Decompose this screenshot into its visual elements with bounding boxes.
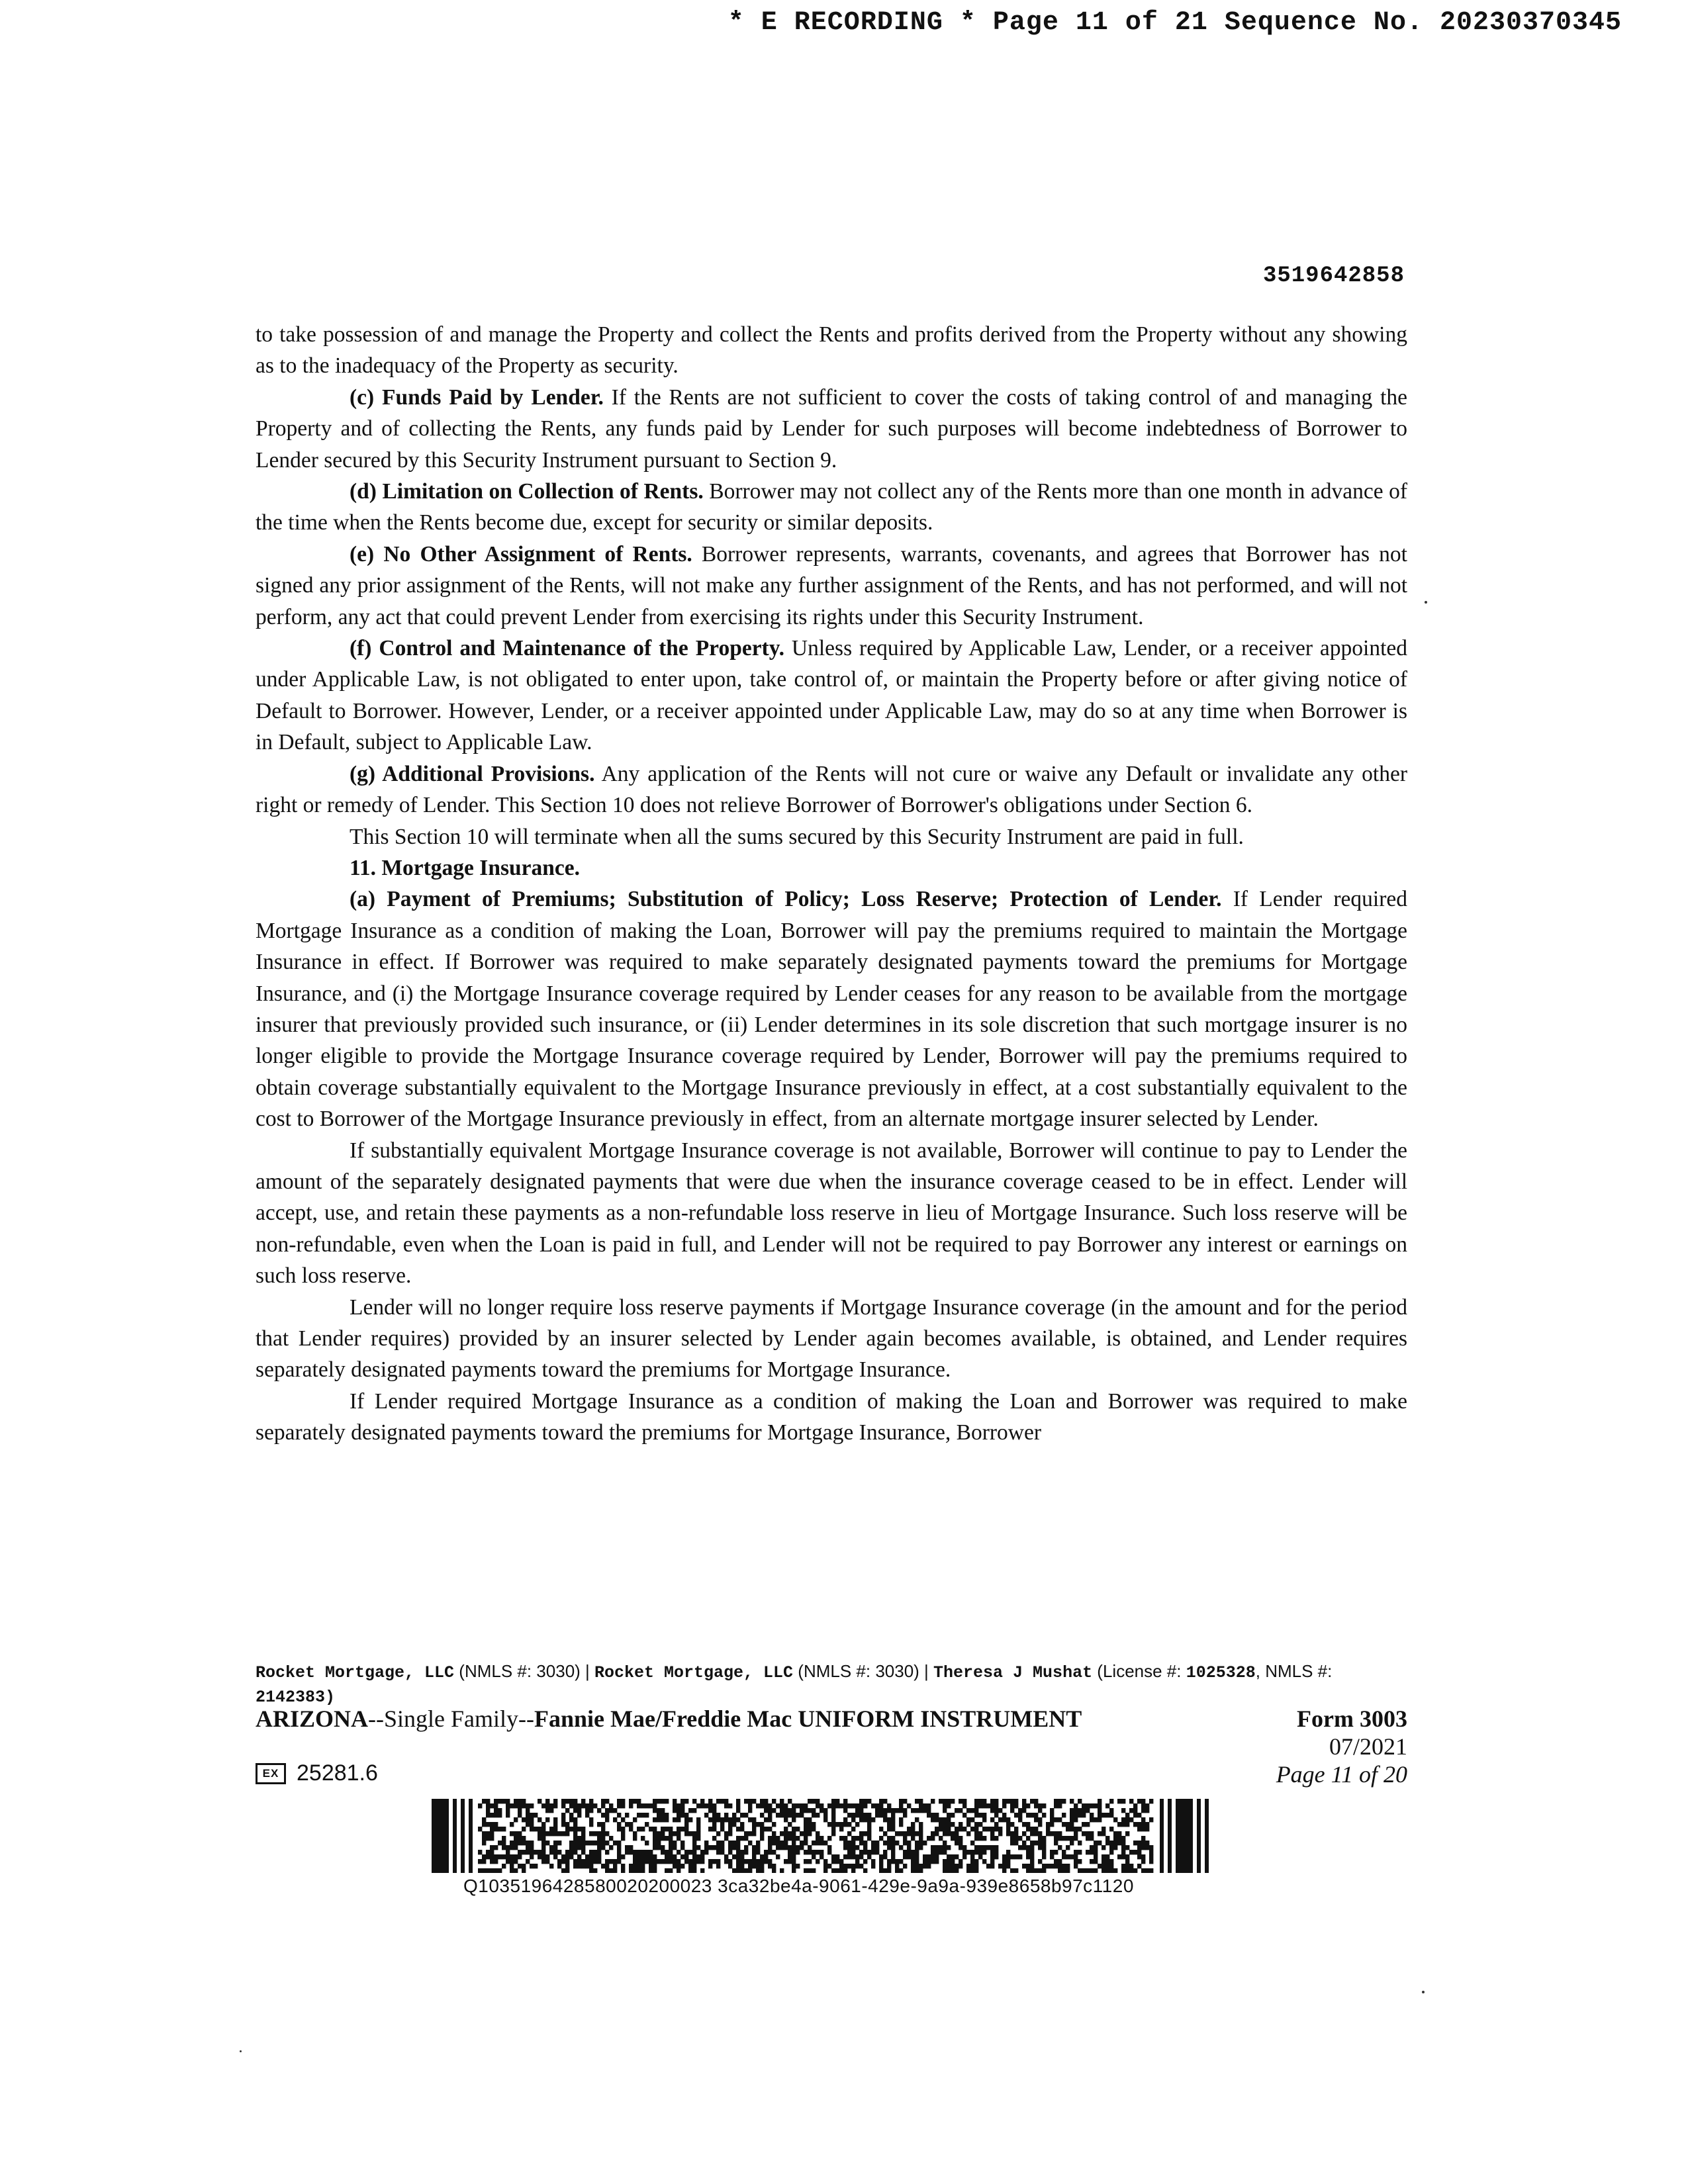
page-number: Page 11 of 20	[1276, 1761, 1407, 1788]
section-text: Borrower may not collect any of the Rents more than one month in advance of the time when the Rents become due, except for security or similar deposits.	[256, 479, 1408, 535]
section-heading: (a) Payment of Premiums; Substitution of Policy; Loss Reserve; Protection of Lender.	[350, 887, 1222, 912]
form-number: Form 3003	[1297, 1706, 1407, 1732]
barcode-text: Q1035196428580020200023 3ca32be4a-9061-429e-9a9a-939e8658b97c1120	[463, 1876, 1134, 1896]
scan-speck	[240, 2050, 242, 2052]
section-text: Borrower represents, warrants, covenants, and agrees that Borrower has not signed any prior assignment of the Rents, will not make any further assignment of the Rents, and has not performed, and will not perform, any act that could prevent Lender from exercising its rights under this Security Instrument.	[256, 541, 1407, 629]
paragraph-additional-provisions	[256, 758, 1407, 821]
section-heading: (f) Control and Maintenance of the Property.	[350, 636, 784, 661]
section-heading: (e) No Other Assignment of Rents.	[350, 541, 692, 567]
scan-speck	[1425, 601, 1427, 604]
paragraph-control-maintenance	[256, 633, 1407, 758]
section-text: If Lender required Mortgage Insurance as a condition of making the Loan, Borrower will pay the premiums required to maintain the Mortgage Insurance in effect. If Borrower was required to make separately designated payments toward the premiums for Mortgage Insurance, and (i) the Mortgage Insurance coverage required by Lender ceases for any reason to be available from the mortgage insurer that previously provided such insurance, or (ii) Lender determines in its sole discretion that such mortgage insurer is no longer eligible to provide the Mortgage Insurance coverage required by Lender, Borrower will pay the premiums required to obtain coverage substantially equivalent to the Mortgage Insurance previously in effect, at a cost substantially equivalent to the cost to Borrower of the Mortgage Insurance previously in effect, from an alternate mortgage insurer selected by Lender.	[256, 887, 1407, 1132]
lender-nmls: (NMLS #: 3030) |	[793, 1661, 934, 1681]
lender-name: Rocket Mortgage, LLC	[594, 1663, 794, 1682]
ex-icon: EX	[256, 1763, 286, 1784]
instrument-name: Fannie Mae/Freddie Mac UNIFORM INSTRUMENT	[534, 1706, 1082, 1732]
section-text: Any application of the Rents will not cure or waive any Default or invalidate any other right or remedy of Lender. This Section 10 does not relieve Borrower of Borrower's obligations under Section 6.	[256, 761, 1407, 818]
originator-license: 1025328	[1186, 1663, 1256, 1682]
loan-number: 3519642858	[1262, 263, 1405, 289]
section-heading: (d) Limitation on Collection of Rents.	[350, 479, 704, 504]
document-body	[256, 319, 1407, 1449]
lender-nmls: (NMLS #: 3030) |	[454, 1661, 595, 1681]
section-heading: (c) Funds Paid by Lender.	[350, 385, 604, 410]
barcode-image	[432, 1799, 1213, 1873]
paragraph-loss-reserve-end: Lender will no longer require loss reserve payments if Mortgage Insurance coverage (in the amount and for the period that Lender requires) provided by an insurer selected by Lender again becomes available, is obtained, and Lender requires separately designated payments toward the premiums for Mortgage Insurance.	[256, 1295, 1407, 1383]
loan-originator-name: Theresa J Mushat	[933, 1663, 1093, 1682]
originator-license-label: (License #:	[1092, 1661, 1186, 1681]
recording-stamp: * E RECORDING * Page 11 of 21 Sequence No. 20230370345	[727, 8, 1622, 38]
paragraph-rents-possession: to take possession of and manage the Property and collect the Rents and profits derived from the Property without any showing as to the inadequacy of the Property as security.	[256, 322, 1407, 379]
section-title-mortgage-insurance: 11. Mortgage Insurance.	[350, 855, 580, 880]
form-date: 07/2021	[1329, 1733, 1407, 1760]
section-text: Unless required by Applicable Law, Lender, or a receiver appointed under Applicable Law, is not obligated to enter upon, take control of, or maintain the Property before or after giving notice of Default to Borrower. However, Lender, or a receiver appointed under Applicable Law, may do so at any time when Borrower is in Default, subject to Applicable Law.	[256, 636, 1407, 755]
paragraph-payment-of-premiums	[256, 884, 1407, 1134]
paragraph-limitation-collection	[256, 476, 1407, 539]
section-heading: (g) Additional Provisions.	[350, 761, 595, 786]
scan-speck	[1422, 1991, 1425, 1993]
paragraph-mi-condition: If Lender required Mortgage Insurance as a condition of making the Loan and Borrower was required to make separately designated payments toward the premiums for Mortgage Insurance, Borrower	[256, 1388, 1407, 1445]
instrument-title	[256, 1705, 1082, 1733]
paragraph-loss-reserve: If substantially equivalent Mortgage Insurance coverage is not available, Borrower will continue to pay to Lender the amount of the separately designated payments that were due when the insurance coverage ceased to be in effect. Lender will accept, use, and retain these payments as a non-refundable loss reserve in lieu of Mortgage Insurance. Such loss reserve will be non-refundable, even when the Loan is paid in full, and Lender will not be required to pay Borrower any interest or earnings on such loss reserve.	[256, 1138, 1407, 1289]
paragraph-no-other-assignment	[256, 539, 1407, 633]
state-name: ARIZONA	[256, 1706, 369, 1732]
section-text: If the Rents are not sufficient to cover the costs of taking control of and managing the Property and of collecting the Rents, any funds paid by Lender for such purposes will become indebtedness of Borrower to Lender secured by this Security Instrument pursuant to Section 9.	[256, 385, 1408, 473]
form-info	[1276, 1705, 1407, 1788]
lender-name: Rocket Mortgage, LLC	[256, 1663, 455, 1682]
property-type: --Single Family--	[368, 1706, 534, 1732]
paragraph-funds-paid	[256, 382, 1407, 476]
originator-nmls-label: , NMLS #:	[1255, 1661, 1333, 1681]
originator-nmls: 2142383)	[256, 1688, 336, 1707]
lender-identification	[256, 1660, 1407, 1709]
ex-code: 25281.6	[297, 1760, 378, 1786]
paragraph-section-termination: This Section 10 will terminate when all the sums secured by this Security Instrument are paid in full.	[350, 824, 1244, 849]
ellie-mae-code	[256, 1760, 378, 1786]
